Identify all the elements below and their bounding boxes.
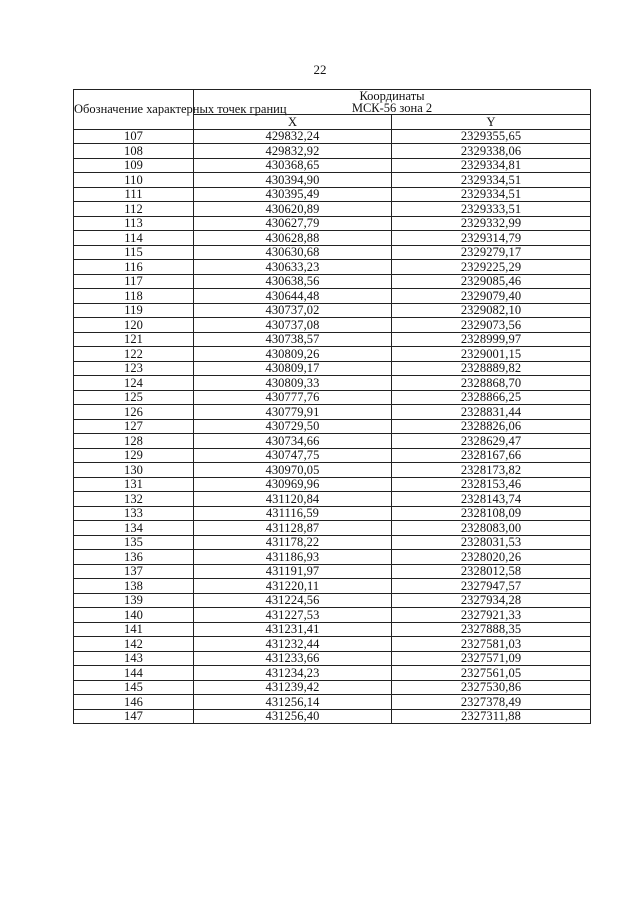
x-coordinate-cell: 431256,14 [194, 695, 392, 710]
y-coordinate-cell: 2327378,49 [392, 695, 591, 710]
x-coordinate-cell: 431128,87 [194, 521, 392, 536]
table-row [74, 622, 591, 637]
table-row [74, 158, 591, 173]
y-coordinate-cell: 2328083,00 [392, 521, 591, 536]
table-row [74, 303, 591, 318]
x-coordinate-cell: 430620,89 [194, 202, 392, 217]
x-coordinate-cell: 430809,17 [194, 361, 392, 376]
y-coordinate-cell: 2328031,53 [392, 535, 591, 550]
table-row [74, 332, 591, 347]
y-coordinate-cell: 2329355,65 [392, 129, 591, 144]
y-coordinate-cell: 2328153,46 [392, 477, 591, 492]
point-id-cell: 107 [74, 129, 194, 144]
table-row [74, 550, 591, 565]
y-coordinate-cell: 2327561,05 [392, 666, 591, 681]
table-row [74, 144, 591, 159]
x-coordinate-cell: 430777,76 [194, 390, 392, 405]
x-coordinate-cell: 430368,65 [194, 158, 392, 173]
header-point-designation: Обозначение характерных точек границ [74, 90, 194, 130]
point-id-cell: 135 [74, 535, 194, 550]
x-coordinate-cell: 430734,66 [194, 434, 392, 449]
table-row [74, 666, 591, 681]
table-row [74, 680, 591, 695]
table-row [74, 434, 591, 449]
x-coordinate-cell: 430633,23 [194, 260, 392, 275]
x-coordinate-cell: 430394,90 [194, 173, 392, 188]
x-coordinate-cell: 431116,59 [194, 506, 392, 521]
table-row [74, 129, 591, 144]
point-id-cell: 131 [74, 477, 194, 492]
y-coordinate-cell: 2329332,99 [392, 216, 591, 231]
table-row [74, 448, 591, 463]
x-coordinate-cell: 431239,42 [194, 680, 392, 695]
point-id-cell: 137 [74, 564, 194, 579]
table-row [74, 564, 591, 579]
y-coordinate-cell: 2329001,15 [392, 347, 591, 362]
table-row [74, 463, 591, 478]
point-id-cell: 108 [74, 144, 194, 159]
point-id-cell: 133 [74, 506, 194, 521]
x-coordinate-cell: 431191,97 [194, 564, 392, 579]
y-coordinate-cell: 2328999,97 [392, 332, 591, 347]
y-coordinate-cell: 2328831,44 [392, 405, 591, 420]
x-coordinate-cell: 431178,22 [194, 535, 392, 550]
table-row [74, 477, 591, 492]
y-coordinate-cell: 2328143,74 [392, 492, 591, 507]
y-coordinate-cell: 2329225,29 [392, 260, 591, 275]
y-coordinate-cell: 2328020,26 [392, 550, 591, 565]
point-id-cell: 130 [74, 463, 194, 478]
x-coordinate-cell: 430747,75 [194, 448, 392, 463]
x-coordinate-cell: 430737,02 [194, 303, 392, 318]
x-coordinate-cell: 431120,84 [194, 492, 392, 507]
y-coordinate-cell: 2327934,28 [392, 593, 591, 608]
y-coordinate-cell: 2329334,81 [392, 158, 591, 173]
point-id-cell: 121 [74, 332, 194, 347]
table-row [74, 535, 591, 550]
point-id-cell: 140 [74, 608, 194, 623]
table-row [74, 405, 591, 420]
table-row [74, 347, 591, 362]
y-coordinate-cell: 2328868,70 [392, 376, 591, 391]
point-id-cell: 126 [74, 405, 194, 420]
point-id-cell: 119 [74, 303, 194, 318]
x-coordinate-cell: 430970,05 [194, 463, 392, 478]
y-coordinate-cell: 2328889,82 [392, 361, 591, 376]
x-coordinate-cell: 431234,23 [194, 666, 392, 681]
x-coordinate-cell: 431233,66 [194, 651, 392, 666]
table-row [74, 506, 591, 521]
point-id-cell: 146 [74, 695, 194, 710]
point-id-cell: 118 [74, 289, 194, 304]
table-row [74, 419, 591, 434]
point-id-cell: 116 [74, 260, 194, 275]
x-coordinate-cell: 430969,96 [194, 477, 392, 492]
point-id-cell: 112 [74, 202, 194, 217]
x-coordinate-cell: 430644,48 [194, 289, 392, 304]
point-id-cell: 143 [74, 651, 194, 666]
y-coordinate-cell: 2329079,40 [392, 289, 591, 304]
page-number: 22 [313, 62, 327, 77]
table-row [74, 608, 591, 623]
table-row [74, 492, 591, 507]
x-coordinate-cell: 430729,50 [194, 419, 392, 434]
point-id-cell: 147 [74, 709, 194, 724]
point-id-cell: 117 [74, 274, 194, 289]
y-coordinate-cell: 2329279,17 [392, 245, 591, 260]
point-id-cell: 144 [74, 666, 194, 681]
point-id-cell: 124 [74, 376, 194, 391]
point-id-cell: 141 [74, 622, 194, 637]
point-id-cell: 114 [74, 231, 194, 246]
point-id-cell: 110 [74, 173, 194, 188]
x-coordinate-cell: 430638,56 [194, 274, 392, 289]
point-id-cell: 122 [74, 347, 194, 362]
x-coordinate-cell: 430630,68 [194, 245, 392, 260]
table-row [74, 579, 591, 594]
table-row [74, 274, 591, 289]
header-y: Y [392, 115, 591, 130]
y-coordinate-cell: 2327311,88 [392, 709, 591, 724]
x-coordinate-cell: 430809,33 [194, 376, 392, 391]
point-id-cell: 136 [74, 550, 194, 565]
y-coordinate-cell: 2329073,56 [392, 318, 591, 333]
y-coordinate-cell: 2329334,51 [392, 173, 591, 188]
table-row [74, 709, 591, 724]
x-coordinate-cell: 430779,91 [194, 405, 392, 420]
table-row [74, 695, 591, 710]
x-coordinate-cell: 431227,53 [194, 608, 392, 623]
y-coordinate-cell: 2327921,33 [392, 608, 591, 623]
x-coordinate-cell: 431232,44 [194, 637, 392, 652]
coordinates-table [73, 89, 591, 724]
table-row [74, 376, 591, 391]
point-id-cell: 115 [74, 245, 194, 260]
y-coordinate-cell: 2328167,66 [392, 448, 591, 463]
x-coordinate-cell: 430737,08 [194, 318, 392, 333]
table-row [74, 637, 591, 652]
table-row [74, 289, 591, 304]
point-id-cell: 134 [74, 521, 194, 536]
y-coordinate-cell: 2329085,46 [392, 274, 591, 289]
x-coordinate-cell: 431220,11 [194, 579, 392, 594]
x-coordinate-cell: 431256,40 [194, 709, 392, 724]
point-id-cell: 129 [74, 448, 194, 463]
table-row [74, 361, 591, 376]
y-coordinate-cell: 2329314,79 [392, 231, 591, 246]
point-id-cell: 113 [74, 216, 194, 231]
y-coordinate-cell: 2327888,35 [392, 622, 591, 637]
header-coordinate-system: МСК-56 зона 2 [351, 101, 433, 115]
y-coordinate-cell: 2328866,25 [392, 390, 591, 405]
point-id-cell: 127 [74, 419, 194, 434]
y-coordinate-cell: 2328629,47 [392, 434, 591, 449]
point-id-cell: 142 [74, 637, 194, 652]
x-coordinate-cell: 430627,79 [194, 216, 392, 231]
table-body [74, 129, 591, 724]
y-coordinate-cell: 2329334,51 [392, 187, 591, 202]
point-id-cell: 145 [74, 680, 194, 695]
y-coordinate-cell: 2328108,09 [392, 506, 591, 521]
table-row [74, 216, 591, 231]
y-coordinate-cell: 2329082,10 [392, 303, 591, 318]
point-id-cell: 109 [74, 158, 194, 173]
table-row [74, 521, 591, 536]
point-id-cell: 139 [74, 593, 194, 608]
y-coordinate-cell: 2327530,86 [392, 680, 591, 695]
point-id-cell: 128 [74, 434, 194, 449]
table-row [74, 593, 591, 608]
table-row [74, 390, 591, 405]
x-coordinate-cell: 430738,57 [194, 332, 392, 347]
y-coordinate-cell: 2328173,82 [392, 463, 591, 478]
x-coordinate-cell: 430628,88 [194, 231, 392, 246]
point-id-cell: 123 [74, 361, 194, 376]
point-id-cell: 138 [74, 579, 194, 594]
table-header [74, 90, 591, 130]
x-coordinate-cell: 431224,56 [194, 593, 392, 608]
point-id-cell: 125 [74, 390, 194, 405]
y-coordinate-cell: 2327947,57 [392, 579, 591, 594]
table-row [74, 187, 591, 202]
x-coordinate-cell: 431186,93 [194, 550, 392, 565]
x-coordinate-cell: 430395,49 [194, 187, 392, 202]
point-id-cell: 111 [74, 187, 194, 202]
x-coordinate-cell: 429832,92 [194, 144, 392, 159]
table-row [74, 651, 591, 666]
table-row [74, 173, 591, 188]
table-row [74, 202, 591, 217]
y-coordinate-cell: 2329333,51 [392, 202, 591, 217]
header-x: X [194, 115, 392, 130]
table-row [74, 318, 591, 333]
header-coordinates-title: Координаты [359, 89, 425, 103]
table-row [74, 231, 591, 246]
y-coordinate-cell: 2327581,03 [392, 637, 591, 652]
table-row [74, 260, 591, 275]
y-coordinate-cell: 2327571,09 [392, 651, 591, 666]
x-coordinate-cell: 431231,41 [194, 622, 392, 637]
y-coordinate-cell: 2328826,06 [392, 419, 591, 434]
x-coordinate-cell: 430809,26 [194, 347, 392, 362]
point-id-cell: 132 [74, 492, 194, 507]
x-coordinate-cell: 429832,24 [194, 129, 392, 144]
y-coordinate-cell: 2329338,06 [392, 144, 591, 159]
point-id-cell: 120 [74, 318, 194, 333]
table-row [74, 245, 591, 260]
y-coordinate-cell: 2328012,58 [392, 564, 591, 579]
